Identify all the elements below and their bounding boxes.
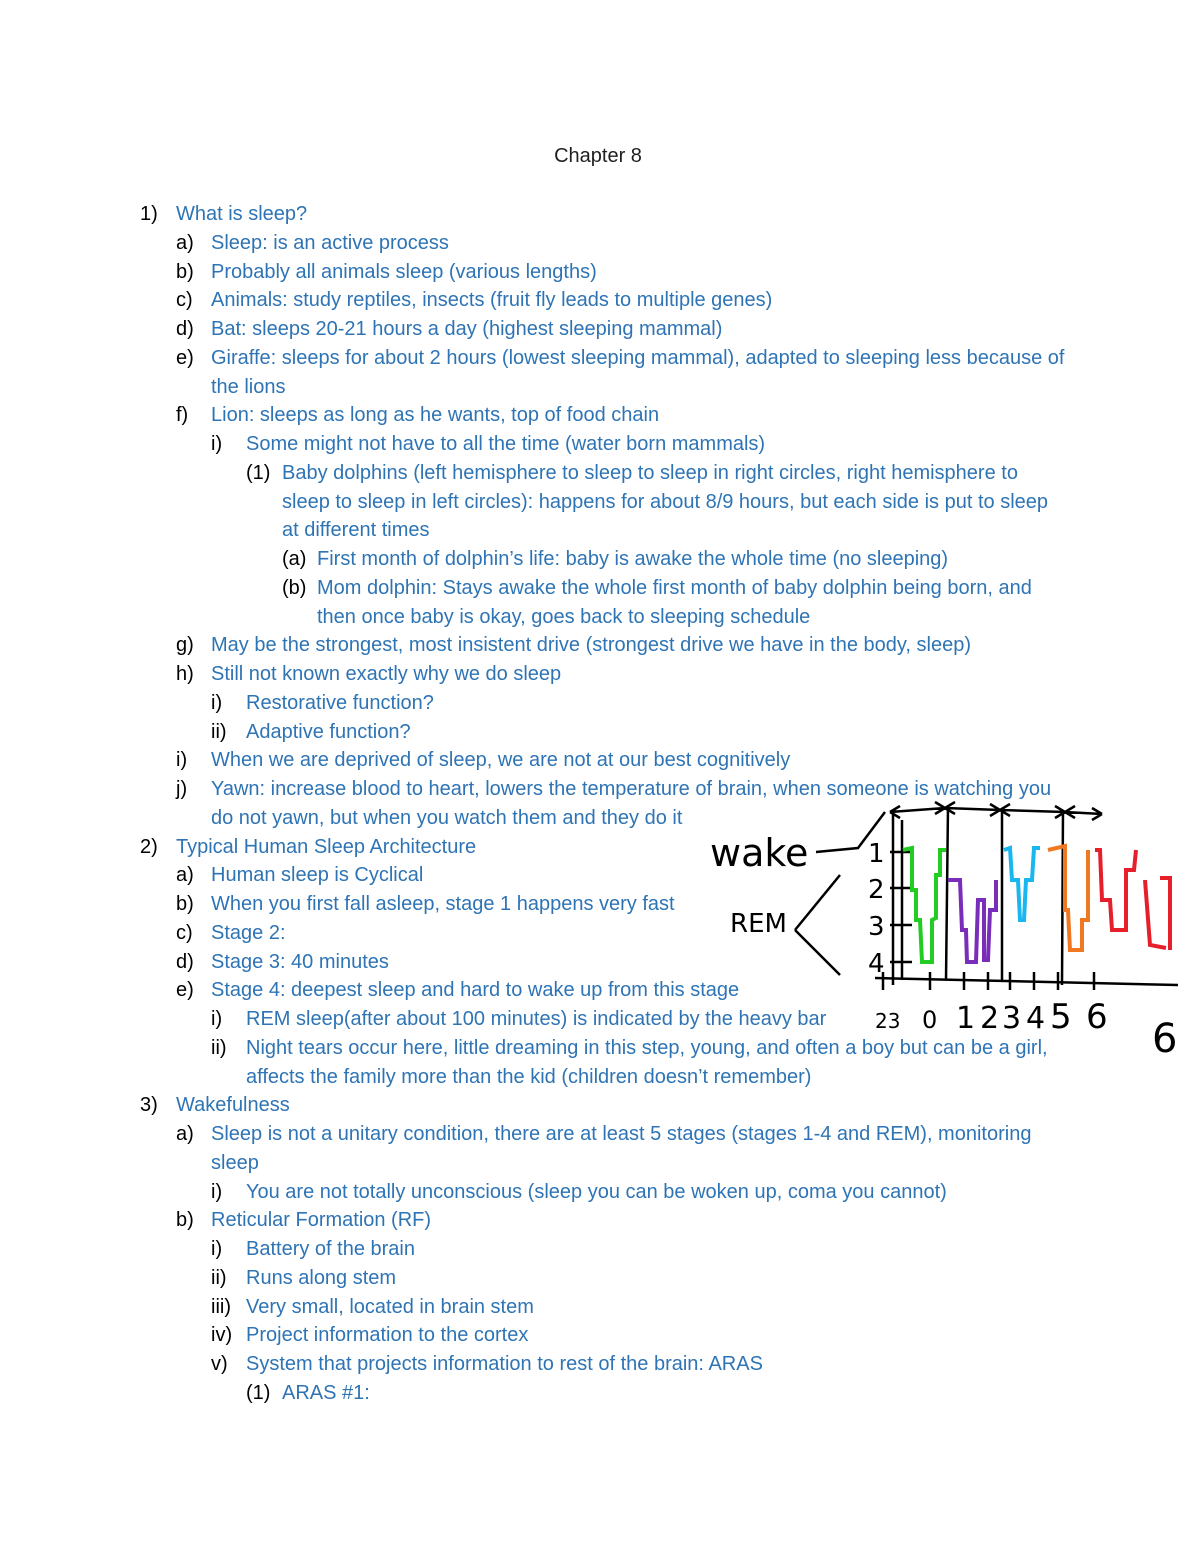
outline-text: System that projects information to rest of the brain: ARAS <box>246 1353 763 1375</box>
outline-marker: b) <box>176 893 194 915</box>
outline-marker: a) <box>176 231 194 254</box>
outline-text: Restorative function? <box>246 691 434 714</box>
outline-text: Adaptive function? <box>246 720 411 743</box>
outline-text: Lion: sleeps as long as he wants, top of food chain <box>211 404 660 427</box>
outline-text: Probably all animals sleep (various lengths) <box>211 260 597 283</box>
outline-item <box>0 459 1200 545</box>
outline-item <box>0 229 1200 258</box>
outline-marker: a) <box>176 864 194 887</box>
sketch-x-tick-label: 2 <box>980 1001 1000 1036</box>
outline-marker: i) <box>176 749 188 772</box>
sketch-x-tick-label: 4 <box>1026 1001 1046 1036</box>
outline-marker: i) <box>211 433 223 455</box>
outline-item <box>0 574 1200 632</box>
outline-text: Night tears occur here, little dreaming in this step, young, and often a boy but can be a girl, affects the family more than the kid (children doesn’t remember) <box>246 1036 1048 1088</box>
outline-marker: i) <box>211 1008 223 1030</box>
outline-text: Typical Human Sleep Architecture <box>176 835 477 858</box>
outline-marker: 1) <box>140 203 158 225</box>
outline-marker: f) <box>176 404 189 427</box>
outline-text: Yawn: increase blood to heart, lowers the temperature of brain, when someone is watching you do not yawn, but when you watch them and they do it <box>211 778 1052 829</box>
outline-item <box>0 1091 1200 1120</box>
outline-marker: e) <box>176 346 194 369</box>
outline-item <box>0 1178 1200 1207</box>
outline-marker: b) <box>176 1209 194 1232</box>
outline-text: You are not totally unconscious (sleep you can be woken up, coma you cannot) <box>246 1180 947 1203</box>
outline-item <box>0 1235 1200 1264</box>
outline-text: REM sleep(after about 100 minutes) is indicated by the heavy bar <box>246 1008 827 1030</box>
sketch-trace-cyan <box>1004 848 1040 920</box>
outline-text: Battery of the brain <box>246 1238 415 1260</box>
outline-marker: ii) <box>211 720 227 743</box>
outline-text: Wakefulness <box>176 1094 290 1117</box>
outline-text: Project information to the cortex <box>246 1324 529 1347</box>
outline-marker: c) <box>176 921 193 944</box>
outline-item <box>0 1264 1200 1293</box>
outline-text: What is sleep? <box>176 203 308 225</box>
outline-item <box>0 718 1200 747</box>
sketch-far-tick: 6 <box>1152 1016 1178 1060</box>
outline-marker: h) <box>176 663 194 685</box>
outline-marker: 2) <box>140 835 158 858</box>
outline-item <box>0 401 1200 430</box>
sketch-x-tick-label: 23 <box>875 1009 901 1033</box>
outline-text: When you first fall asleep, stage 1 happens very fast <box>211 893 675 915</box>
outline-item <box>0 689 1200 718</box>
outline-text: Stage 2: <box>211 921 286 944</box>
outline-text: Runs along stem <box>246 1266 397 1289</box>
outline-marker: (b) <box>282 576 307 599</box>
outline-item <box>0 430 1200 459</box>
outline-item <box>0 258 1200 287</box>
outline-marker: a) <box>176 1123 194 1145</box>
outline-item <box>0 200 1200 229</box>
outline-item <box>0 545 1200 574</box>
outline-text: Stage 4: deepest sleep and hard to wake up from this stage <box>211 979 740 1002</box>
outline-marker: 3) <box>140 1094 158 1117</box>
sketch-y-tick-label: 1 <box>868 839 885 869</box>
outline-marker: d) <box>176 318 194 340</box>
outline-item <box>0 746 1200 775</box>
outline-item <box>0 286 1200 315</box>
outline-marker: iii) <box>211 1295 231 1318</box>
outline-text: Bat: sleeps 20-21 hours a day (highest sleeping mammal) <box>211 318 723 340</box>
outline-text: May be the strongest, most insistent drive (strongest drive we have in the body, sleep) <box>211 634 971 657</box>
sketch-x-tick-label: 6 <box>1086 997 1108 1037</box>
outline-marker: b) <box>176 260 194 283</box>
sketch-trace-green <box>903 848 946 962</box>
outline-text: Mom dolphin: Stays awake the whole first month of baby dolphin being born, and then once baby is okay, goes back to sleeping schedule <box>317 576 1032 628</box>
outline-text: When we are deprived of sleep, we are not at our best cognitively <box>211 749 791 772</box>
sketch-x-tick-label: 3 <box>1002 1001 1022 1036</box>
sketch-rem-label: REM <box>730 909 787 939</box>
outline-marker: ii) <box>211 1266 227 1289</box>
outline-item <box>0 344 1200 402</box>
outline-text: Human sleep is Cyclical <box>211 864 424 887</box>
page-title: Chapter 8 <box>554 145 642 167</box>
sketch-x-tick-label: 1 <box>956 1001 976 1036</box>
outline-item <box>0 315 1200 344</box>
outline-item <box>0 1293 1200 1322</box>
outline-text: First month of dolphin’s life: baby is awake the whole time (no sleeping) <box>317 548 949 570</box>
outline-marker: g) <box>176 634 194 657</box>
outline-marker: c) <box>176 289 193 312</box>
outline-item <box>0 1120 1200 1178</box>
outline-marker: (a) <box>282 548 307 570</box>
outline-text: Baby dolphins (left hemisphere to sleep to sleep in right circles, right hemisphere to sleep to sleep in left circles): happens for about 8/9 hours, but each side is put to sleep at different times <box>282 461 1049 542</box>
outline-text: Some might not have to all the time (water born mammals) <box>246 433 766 455</box>
outline-marker: d) <box>176 950 194 973</box>
outline-marker: (1) <box>246 461 271 484</box>
outline-item <box>0 1350 1200 1379</box>
outline-item <box>0 1321 1200 1350</box>
outline-text: Still not known exactly why we do sleep <box>211 663 562 685</box>
sketch-trace-red <box>1095 850 1170 950</box>
sketch-rem-pointer <box>795 875 840 975</box>
outline-item <box>0 1379 1200 1408</box>
outline-marker: (1) <box>246 1381 271 1404</box>
outline-text: Very small, located in brain stem <box>246 1295 534 1318</box>
sketch-y-tick-label: 3 <box>868 912 885 942</box>
outline-text: Reticular Formation (RF) <box>211 1209 432 1232</box>
outline-marker: e) <box>176 979 194 1002</box>
outline-text: Stage 3: 40 minutes <box>211 950 389 973</box>
outline-text: Giraffe: sleeps for about 2 hours (lowest sleeping mammal), adapted to sleeping less because of the lions <box>211 346 1065 398</box>
sketch-trace-purple <box>948 880 996 962</box>
sketch-x-axis <box>875 978 1178 985</box>
sketch-x-tick-label: 5 <box>1050 997 1072 1037</box>
outline-marker: ii) <box>211 1036 227 1059</box>
outline-marker: i) <box>211 691 223 714</box>
outline-item <box>0 1206 1200 1235</box>
outline-text: Animals: study reptiles, insects (fruit fly leads to multiple genes) <box>211 289 773 312</box>
outline-item <box>0 631 1200 660</box>
sketch-x-tick-label: 0 <box>922 1006 938 1034</box>
outline-marker: i) <box>211 1238 223 1260</box>
outline-text: ARAS #1: <box>282 1381 370 1404</box>
outline-text: Sleep: is an active process <box>211 231 449 254</box>
sketch-y-tick-label: 2 <box>868 875 885 905</box>
outline-marker: v) <box>211 1353 228 1375</box>
outline-text: Sleep is not a unitary condition, there are at least 5 stages (stages 1-4 and REM), monitoring sleep <box>211 1123 1032 1174</box>
sleep-stage-sketch <box>690 780 1200 1060</box>
outline-marker: i) <box>211 1180 223 1203</box>
sketch-y-tick-label: 4 <box>868 949 885 979</box>
outline-marker: j) <box>176 778 188 800</box>
outline-marker: iv) <box>211 1324 233 1347</box>
outline-item <box>0 660 1200 689</box>
sketch-trace-orange <box>1048 846 1088 950</box>
sketch-cycle-arrows <box>890 802 1102 820</box>
sketch-wake-label: wake <box>710 831 809 875</box>
